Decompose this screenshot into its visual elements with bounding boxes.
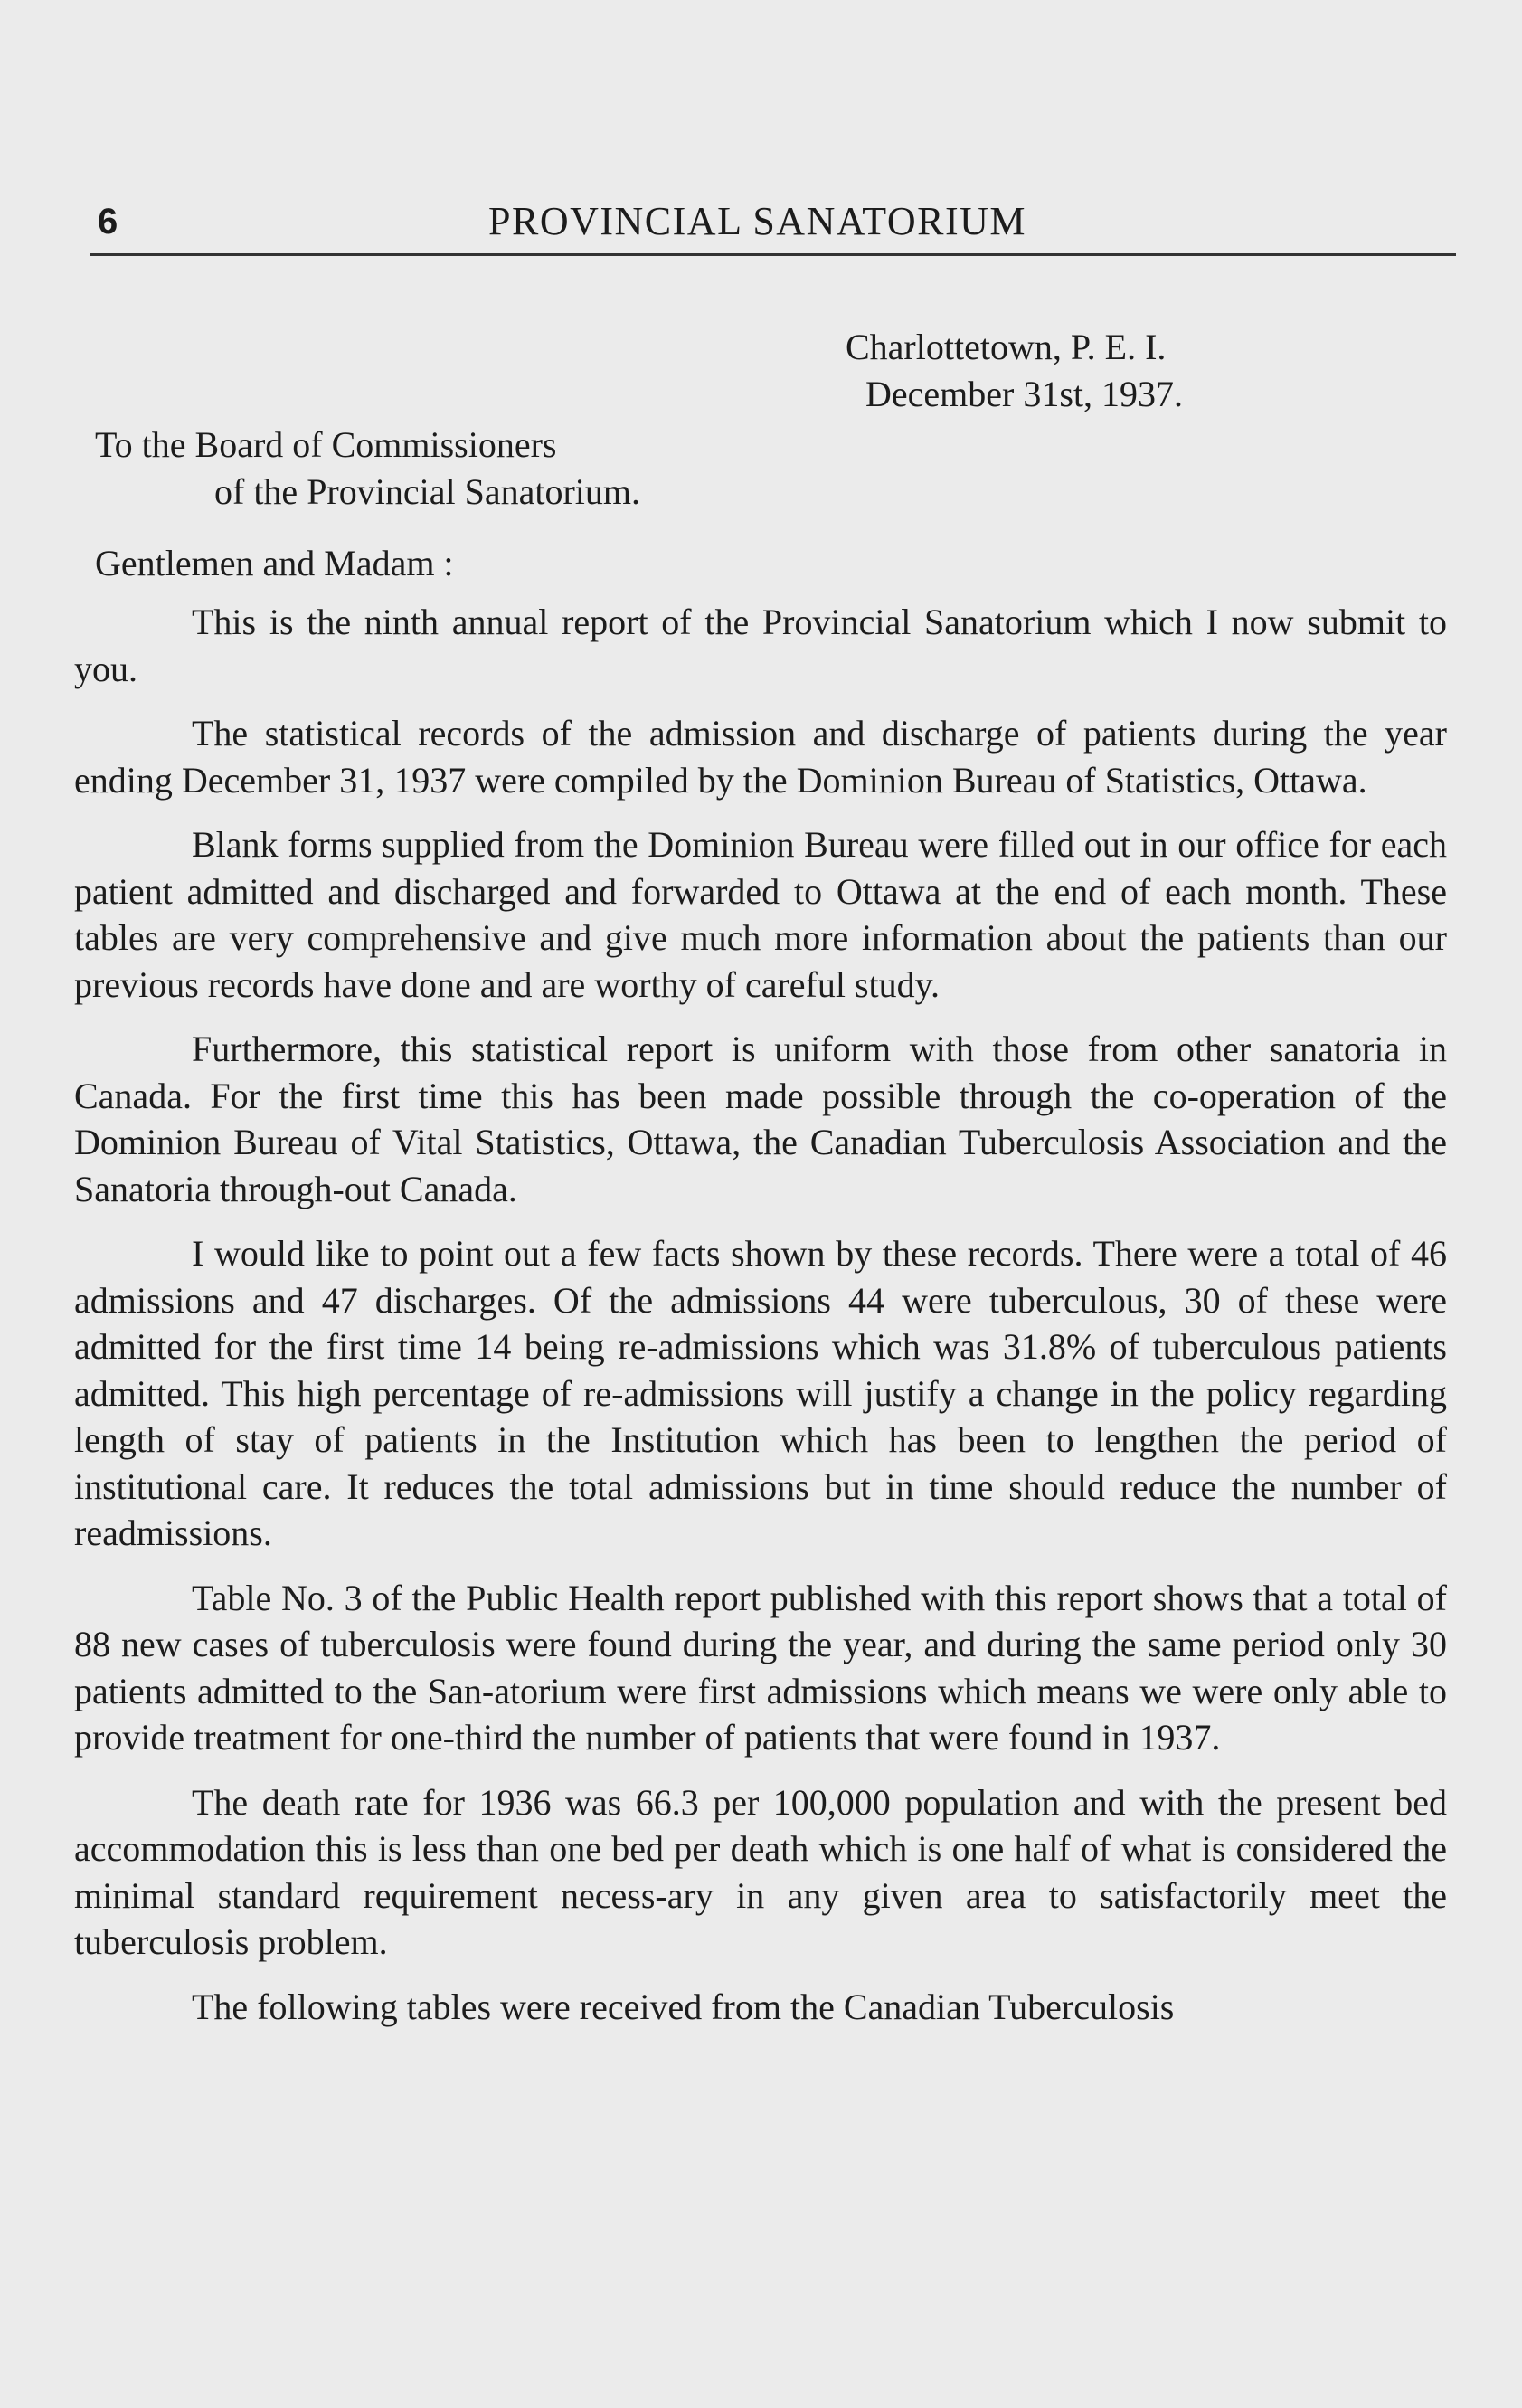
place-date-block [846, 324, 1183, 418]
header-rule [90, 253, 1456, 256]
letter-body [74, 599, 1447, 2048]
address-line-1: To the Board of Commissioners [95, 424, 557, 465]
running-head: PROVINCIAL SANATORIUM [488, 199, 1026, 243]
paragraph: This is the ninth annual report of the Provincial Sanatorium which I now submit to you. [74, 602, 1447, 689]
page-number: 6 [98, 202, 118, 242]
page-header [98, 194, 1454, 249]
paragraph: The statistical records of the admission and discharge of patients during the year ending December 31, 1937 were compiled by the Dominion Bureau of Statistics, Ottawa. [74, 713, 1447, 801]
place-line: Charlottetown, P. E. I. [846, 327, 1167, 367]
paragraph: I would like to point out a few facts shown by these records. There were a total of 46 admissions and 47 discharges. Of the admissions 44 were tuberculous, 30 of these were admitted for the first time 14 being re-admissions which was 31.8% of tuberculous patients admitted. This high percentage of re-admissions will justify a change in the policy regarding length of stay of patients in the Institution which has been to lengthen the period of institutional care. It reduces the total admissions but in time should reduce the number of readmissions. [74, 1233, 1447, 1553]
address-line-2: of the Provincial Sanatorium. [214, 471, 641, 512]
paragraph: Table No. 3 of the Public Health report published with this report shows that a total of 88 new cases of tuberculosis were found during the year, and during the same period only 30 patients admitted to the San-atorium were first admissions which means we were only able to provide treatment for one-third the number of patients that were found in 1937. [74, 1577, 1447, 1758]
date-line: December 31st, 1937. [865, 374, 1184, 414]
paragraph: The death rate for 1936 was 66.3 per 100,000 population and with the present bed accommodation this is less than one bed per death which is one half of what is considered the minimal standard requirement necess-ary in any given area to satisfactorily meet the tuberculosis problem. [74, 1781, 1447, 1962]
paragraph: Blank forms supplied from the Dominion Bureau were filled out in our office for each patient admitted and discharged and forwarded to Ottawa at the end of each month. These tables are very comprehensive and give much more information about the patients than our previous records have done and are worthy of careful study. [74, 824, 1447, 1005]
greeting: Gentlemen and Madam : [95, 543, 454, 583]
paragraph: Furthermore, this statistical report is uniform with those from other sanatoria in Canada. For the first time this has been made possible through the co-operation of the Dominion Bureau of Vital Statistics, Ottawa, the Canadian Tuberculosis Association and the Sanatoria through-out Canada. [74, 1029, 1447, 1209]
paragraph: The following tables were received from the Canadian Tuberculosis [192, 1986, 1175, 2027]
address-block [95, 422, 640, 516]
